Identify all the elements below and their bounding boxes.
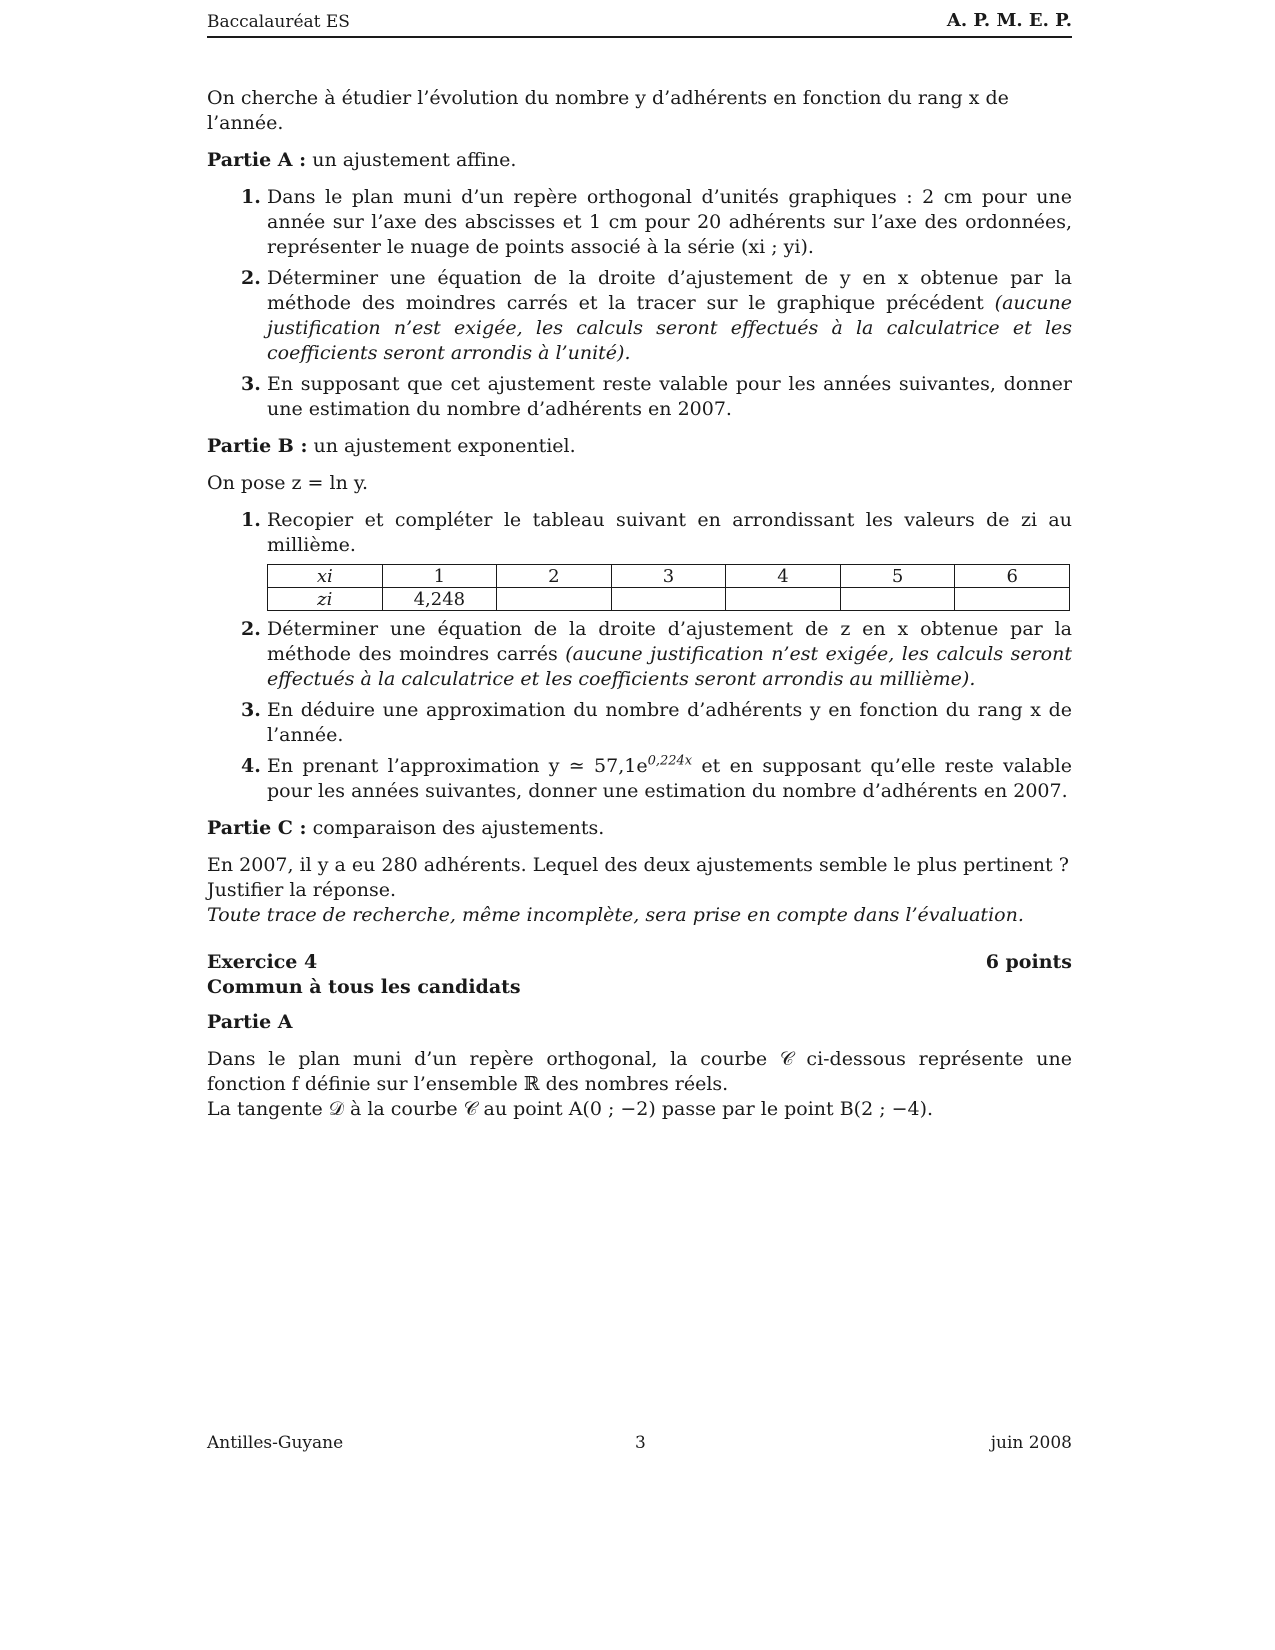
values-table: [267, 564, 1070, 611]
question-note: (aucune justification n’est exigée, les calculs seront effectués à la calculatrice et les coefficients seront arrondis à l’unité).: [267, 292, 1072, 364]
part-a-question-2: [207, 266, 1072, 366]
table-cell: 5: [840, 565, 955, 588]
question-number: 1.: [241, 186, 261, 208]
table-row: [268, 565, 1070, 588]
main-content: [207, 86, 1072, 1134]
part-b-question-4: [207, 754, 1072, 804]
intro-paragraph: On cherche à étudier l’évolution du nombre y d’adhérents en fonction du rang x de l’année.: [207, 87, 1009, 134]
question-text: Recopier et compléter le tableau suivant en arrondissant les valeurs de zi au millième.: [267, 509, 1072, 556]
table-cell: 4,248: [382, 588, 497, 611]
table-cell: 4: [726, 565, 841, 588]
part-b-question-1: [207, 508, 1072, 558]
table-row: [268, 588, 1070, 611]
question-text: Déterminer une équation de la droite d’ajustement de y en x obtenue par la méthode des moindres carrés et la tracer sur le graphique précédent: [267, 267, 1072, 314]
question-text: Dans le plan muni d’un repère orthogonal d’unités graphiques : 2 cm pour une année sur l’axe des abscisses et 1 cm pour 20 adhérents sur l’axe des ordonnées, représenter le nuage de points associé à la série (xi ; yi).: [267, 186, 1072, 258]
exercise-4-title: Exercice 4: [207, 951, 318, 973]
table-cell: [726, 588, 841, 611]
part-a-heading: [207, 148, 1072, 173]
exercise-4-heading: [207, 950, 1072, 1000]
exercise-4-audience: Commun à tous les candidats: [207, 976, 521, 998]
table-cell: 1: [382, 565, 497, 588]
exercise-4-para-1: Dans le plan muni d’un repère orthogonal, la courbe 𝒞 ci-dessous représente une fonction f définie sur l’ensemble ℝ des nombres réels.: [207, 1048, 1072, 1095]
question-number: 2.: [241, 267, 261, 289]
table-cell: 3: [611, 565, 726, 588]
footer-date: juin 2008: [990, 1433, 1072, 1453]
question-number: 3.: [241, 373, 261, 395]
table-cell: 6: [955, 565, 1070, 588]
part-b-questions-continued: [207, 617, 1072, 804]
part-c-line-2: Justifier la réponse.: [207, 879, 396, 901]
exercise-4-points: 6 points: [985, 951, 1072, 973]
question-text: En déduire une approximation du nombre d’adhérents y en fonction du rang x de l’année.: [267, 699, 1072, 746]
part-a-subtitle: un ajustement affine.: [306, 149, 517, 171]
page-header: [207, 10, 1072, 38]
part-b-question-2: [207, 617, 1072, 692]
part-b-title: Partie B :: [207, 435, 308, 457]
table-cell: 2: [497, 565, 612, 588]
table-cell: [840, 588, 955, 611]
exercise-4-body: [207, 1047, 1072, 1122]
header-apmep: A. P. M. E. P.: [946, 10, 1072, 31]
question-number: 3.: [241, 699, 261, 721]
part-b-question-3: [207, 698, 1072, 748]
table-cell: [955, 588, 1070, 611]
exercise-4-para-2: La tangente 𝒟 à la courbe 𝒞 au point A(0 ; −2) passe par le point B(2 ; −4).: [207, 1098, 934, 1120]
table-row-label: zi: [268, 588, 383, 611]
part-b-subtitle: un ajustement exponentiel.: [307, 435, 576, 457]
part-a-question-1: [207, 185, 1072, 260]
table-row-label: xi: [268, 565, 383, 588]
table-cell: [497, 588, 612, 611]
question-note: (aucune justification n’est exigée, les calculs seront effectués à la calculatrice et les coefficients seront arrondis au millième).: [267, 643, 1072, 690]
part-a-questions: [207, 185, 1072, 422]
question-text-end: et en supposant qu’elle reste valable pour les années suivantes, donner une estimation du nombre d’adhérents en 2007.: [267, 755, 1072, 802]
exercise-4-part-a-title: Partie A: [207, 1011, 293, 1033]
part-c-body: [207, 853, 1072, 928]
part-b-pose: On pose z = ln y.: [207, 472, 369, 494]
part-a-title: Partie A :: [207, 149, 307, 171]
part-c-subtitle: comparaison des ajustements.: [306, 817, 605, 839]
part-c-title: Partie C :: [207, 817, 307, 839]
question-text: En supposant que cet ajustement reste valable pour les années suivantes, donner une estimation du nombre d’adhérents en 2007.: [267, 373, 1072, 420]
question-number: 4.: [241, 755, 261, 777]
question-text: Déterminer une équation de la droite d’ajustement de z en x obtenue par la méthode des moindres carrés: [267, 618, 1072, 665]
header-exam-title: Baccalauréat ES: [207, 12, 350, 32]
question-text: En prenant l’approximation y ≃ 57,1e: [267, 755, 648, 777]
footer-page-number: 3: [635, 1433, 646, 1453]
table-cell: [611, 588, 726, 611]
part-b-heading: [207, 434, 1072, 459]
exponent: 0,224x: [647, 753, 693, 769]
part-a-question-3: [207, 372, 1072, 422]
part-c-line-3: Toute trace de recherche, même incomplète, sera prise en compte dans l’évaluation.: [207, 904, 1024, 926]
question-number: 2.: [241, 618, 261, 640]
question-number: 1.: [241, 509, 261, 531]
part-b-questions: [207, 508, 1072, 558]
footer-location: Antilles-Guyane: [207, 1433, 344, 1453]
part-c-line-1: En 2007, il y a eu 280 adhérents. Lequel des deux ajustements semble le plus pertinent ?: [207, 854, 1069, 876]
document-page: [207, 0, 1072, 1650]
part-c-heading: [207, 816, 1072, 841]
